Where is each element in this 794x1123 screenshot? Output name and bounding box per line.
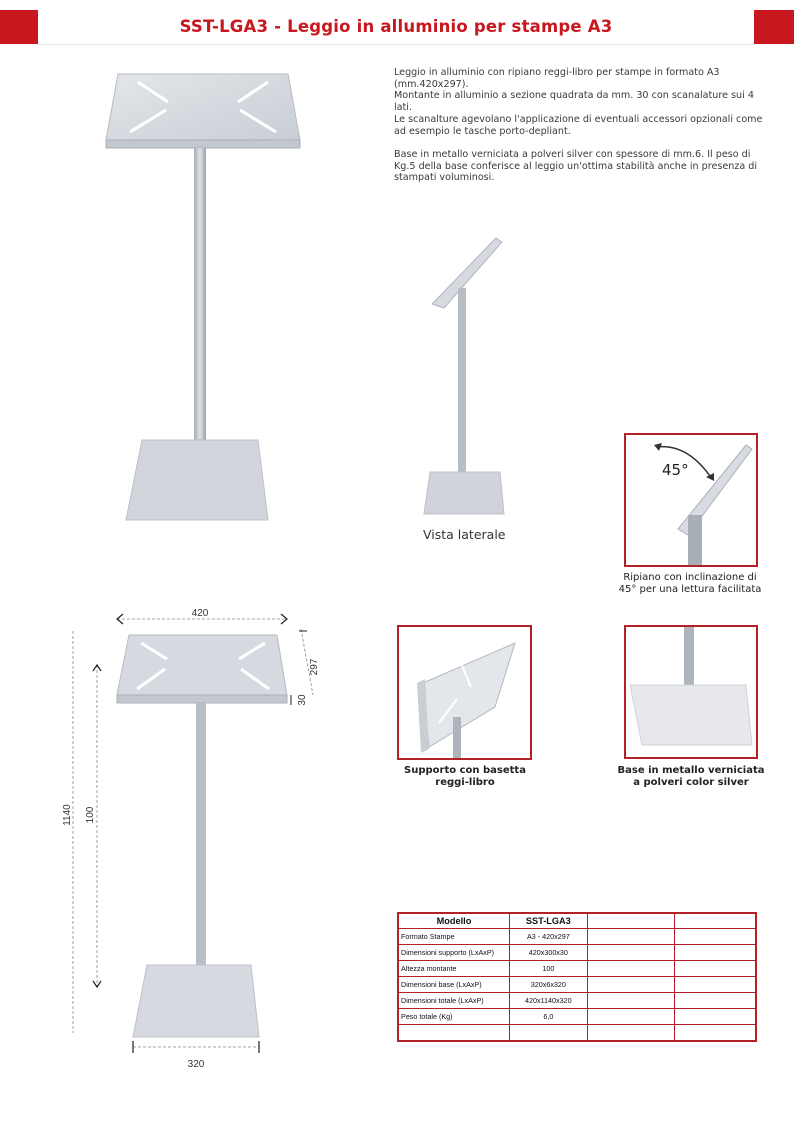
- spec-table: [397, 912, 757, 1042]
- dimension-drawing: [55, 605, 345, 1075]
- table-cell: Formato Stampe: [398, 929, 509, 945]
- table-row: [398, 1025, 756, 1042]
- base-illustration: [626, 627, 756, 757]
- description-line: Leggio in alluminio con ripiano reggi-libro per stampe in formato A3 (mm.420x297).: [394, 67, 720, 90]
- table-cell: Dimensioni supporto (LxAxP): [398, 945, 509, 961]
- lectern-side-image: [420, 232, 520, 522]
- table-cell: [587, 993, 674, 1009]
- table-cell: [509, 1025, 587, 1042]
- post-height-label: 100: [85, 806, 96, 824]
- table-cell: Dimensioni base (LxAxP): [398, 977, 509, 993]
- tilt-angle-illustration: [626, 435, 756, 565]
- table-cell: A3 - 420x297: [509, 929, 587, 945]
- support-illustration: [399, 627, 530, 758]
- tilt-caption-line: 45° per una lettura facilitata: [618, 584, 762, 595]
- table-cell: 420x300x30: [509, 945, 587, 961]
- table-cell: [675, 1025, 756, 1042]
- table-cell: [587, 977, 674, 993]
- angle-label: 45°: [662, 461, 689, 479]
- tilt-caption: [600, 572, 780, 596]
- page-title: SST-LGA3 - Leggio in alluminio per stampe A3: [38, 10, 754, 45]
- table-cell: [675, 1009, 756, 1025]
- table-cell: [587, 1025, 674, 1042]
- table-cell: Altezza montante: [398, 961, 509, 977]
- description-line: Montante in alluminio a sezione quadrata da mm. 30 con scanalature sui 4 lati.: [394, 90, 754, 114]
- table-cell: [675, 977, 756, 993]
- table-cell: Peso totale (Kg): [398, 1009, 509, 1025]
- lectern-front-image: [100, 68, 310, 528]
- table-cell: [398, 1025, 509, 1042]
- base-caption-line: a polveri color silver: [633, 777, 749, 788]
- table-cell: [587, 961, 674, 977]
- table-header-row: [398, 913, 756, 929]
- base-width-label: 320: [187, 1059, 205, 1070]
- table-header-cell: [675, 913, 756, 929]
- table-row: [398, 945, 756, 961]
- table-row: [398, 977, 756, 993]
- header-accent-left: [0, 10, 38, 44]
- product-description: [394, 67, 764, 196]
- side-view-caption: Vista laterale: [423, 527, 506, 542]
- description-line: Le scanalture agevolano l'applicazione di eventuali accessori opzionali come ad esempio le tasche porto-depliant.: [394, 113, 763, 137]
- description-paragraph: Base in metallo verniciata a polveri silver con spessore di mm.6. Il peso di Kg.5 della base conferisce al leggio un'ottima stabilità anche in presenza di stampati voluminosi.: [394, 148, 758, 184]
- tilt-caption-line: Ripiano con inclinazione di: [623, 572, 757, 583]
- header-accent-right: [754, 10, 794, 44]
- table-header-cell: Modello: [398, 913, 509, 929]
- base-caption: [606, 765, 776, 789]
- table-header-cell: SST-LGA3: [509, 913, 587, 929]
- table-row: [398, 1009, 756, 1025]
- lip-label: 30: [297, 694, 308, 706]
- table-row: [398, 961, 756, 977]
- table-cell: [587, 1009, 674, 1025]
- table-cell: [675, 961, 756, 977]
- tilt-detail-photo: [624, 433, 758, 567]
- table-cell: [675, 993, 756, 1009]
- table-row: [398, 929, 756, 945]
- table-cell: 420x1140x320: [509, 993, 587, 1009]
- table-cell: 320x6x320: [509, 977, 587, 993]
- table-cell: [587, 945, 674, 961]
- table-cell: Dimensioni totale (LxAxP): [398, 993, 509, 1009]
- total-height-label: 1140: [62, 804, 73, 826]
- table-cell: [675, 929, 756, 945]
- base-detail-photo: [624, 625, 758, 759]
- support-caption: [380, 765, 550, 789]
- base-caption-line: Base in metallo verniciata: [617, 765, 765, 776]
- table-header-cell: [587, 913, 674, 929]
- table-row: [398, 993, 756, 1009]
- depth-label: 297: [309, 658, 320, 676]
- table-cell: 6,0: [509, 1009, 587, 1025]
- width-label: 420: [191, 608, 209, 619]
- table-cell: [675, 945, 756, 961]
- support-caption-line: reggi-libro: [435, 777, 495, 788]
- support-detail-photo: [397, 625, 532, 760]
- table-cell: [587, 929, 674, 945]
- table-cell: 100: [509, 961, 587, 977]
- support-caption-line: Supporto con basetta: [404, 765, 526, 776]
